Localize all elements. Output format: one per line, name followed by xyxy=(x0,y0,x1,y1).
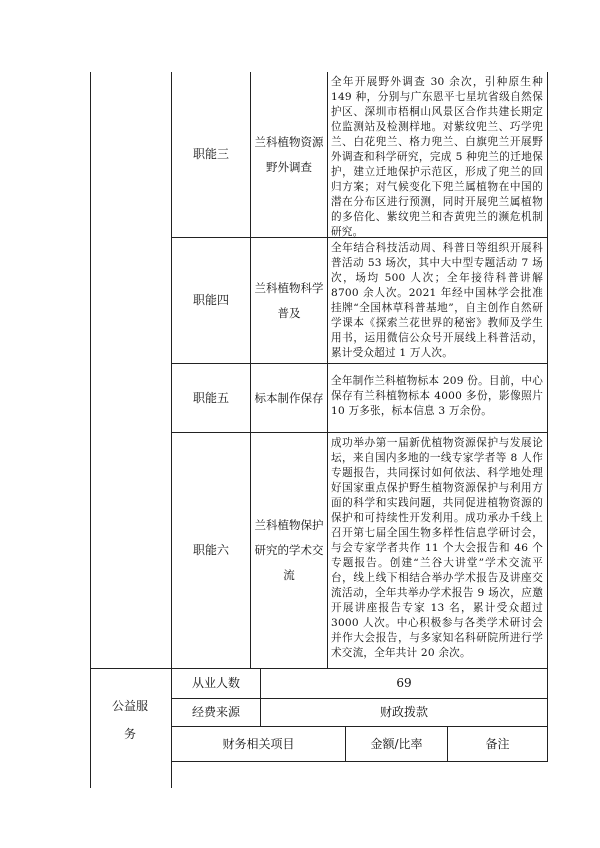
detail-paragraph: 全年制作兰科植物标本 209 份。目前，中心保存有兰科植物标本 4000 多份，影像照片 10 万多张，标本信息 3 万余份。 xyxy=(331,375,543,417)
detail-text xyxy=(328,241,547,361)
role-label: 职能五 xyxy=(192,390,229,405)
staff-value: 69 xyxy=(396,676,412,691)
row-divider xyxy=(171,761,548,762)
funding-label: 经费来源 xyxy=(191,705,240,720)
subject-cell xyxy=(251,72,327,237)
detail-text xyxy=(328,75,547,240)
subject-label: 兰科植物科学普及 xyxy=(254,280,324,320)
detail-text xyxy=(328,374,547,419)
role-label: 职能四 xyxy=(192,293,229,308)
remarks-header: 备注 xyxy=(485,736,510,751)
detail-text xyxy=(328,436,547,661)
role-label: 职能三 xyxy=(192,147,229,162)
funding-value: 财政拨款 xyxy=(379,705,428,720)
subject-cell xyxy=(251,238,327,363)
subject-label: 兰科植物保护研究的学术交流 xyxy=(254,518,324,582)
subject-label: 兰科植物资源野外调查 xyxy=(254,134,324,174)
section-label: 公益服务 xyxy=(111,699,148,741)
subject-cell xyxy=(251,433,327,668)
role-label: 职能六 xyxy=(192,543,229,558)
amount-ratio-header: 金额/比率 xyxy=(370,736,423,751)
subject-cell xyxy=(251,364,327,432)
table-border-right xyxy=(547,72,548,762)
staff-label: 从业人数 xyxy=(191,676,240,691)
detail-paragraph: 成功举办第一届新优植物资源保护与发展论坛，来自国内多地的一线专家学者等 8 人作专题报告，共同探讨如何依法、科学地处理好国家重点保护野生植物资源保护与利用方面的科学和实践问题，共同促进植物资源的保护和可持续性开发利用。成功承办千线上召开第七届全国生物多样性信息学研讨会，与会专家学者共作 11 个大会报告和 46 个专题报告。创建“兰谷大讲堂”学术交流平台，线上线下相结合举办学术报告及讲座交流活动，全年共举办学术报告 9 场次，应邀开展讲座报告专家 13 名，累计受众超过 3000 人次。中心积极参与各类学术研讨会并作大会报告，与多家知名科研院所进行学术交流，全年共计 20 余次。 xyxy=(331,437,543,659)
finance-items-header: 财务相关项目 xyxy=(222,736,295,751)
detail-paragraph: 全年结合科技活动周、科普日等组织开展科普活动 53 场次，其中大中型专题活动 7 场次，场均 500 人次；全年接待科普讲解 8700 余人次。2021 年经中国林学会批准挂牌“全国林草科普基地”，自主创作自然研学课本《探索兰花世界的秘密》教师及学生用书，运用微信公众号开展线上科普活动，累计受众超过 1 万人次。 xyxy=(331,242,543,359)
table-border-left xyxy=(90,72,91,788)
detail-paragraph: 全年开展野外调查 30 余次，引种原生种 149 种，分别与广东恩平七星坑省级自然保护区、深圳市梧桐山风景区合作共建长期定位监测站及检测样地。对紫纹兜兰、巧学兜兰、白花兜兰、格力兜兰、白旗兜兰开展野外调查和科学研究，完成 5 种兜兰的迁地保护，建立迁地保护示范区，形成了兜兰的回归方案；对气候变化下兜兰属植物在中国的潜在分布区进行预测，同时开展兜兰属植物的多倍化、紫纹兜兰和杏黄兜兰的濒危机制研究。 xyxy=(331,76,543,238)
subject-label: 标本制作保存 xyxy=(254,391,324,405)
